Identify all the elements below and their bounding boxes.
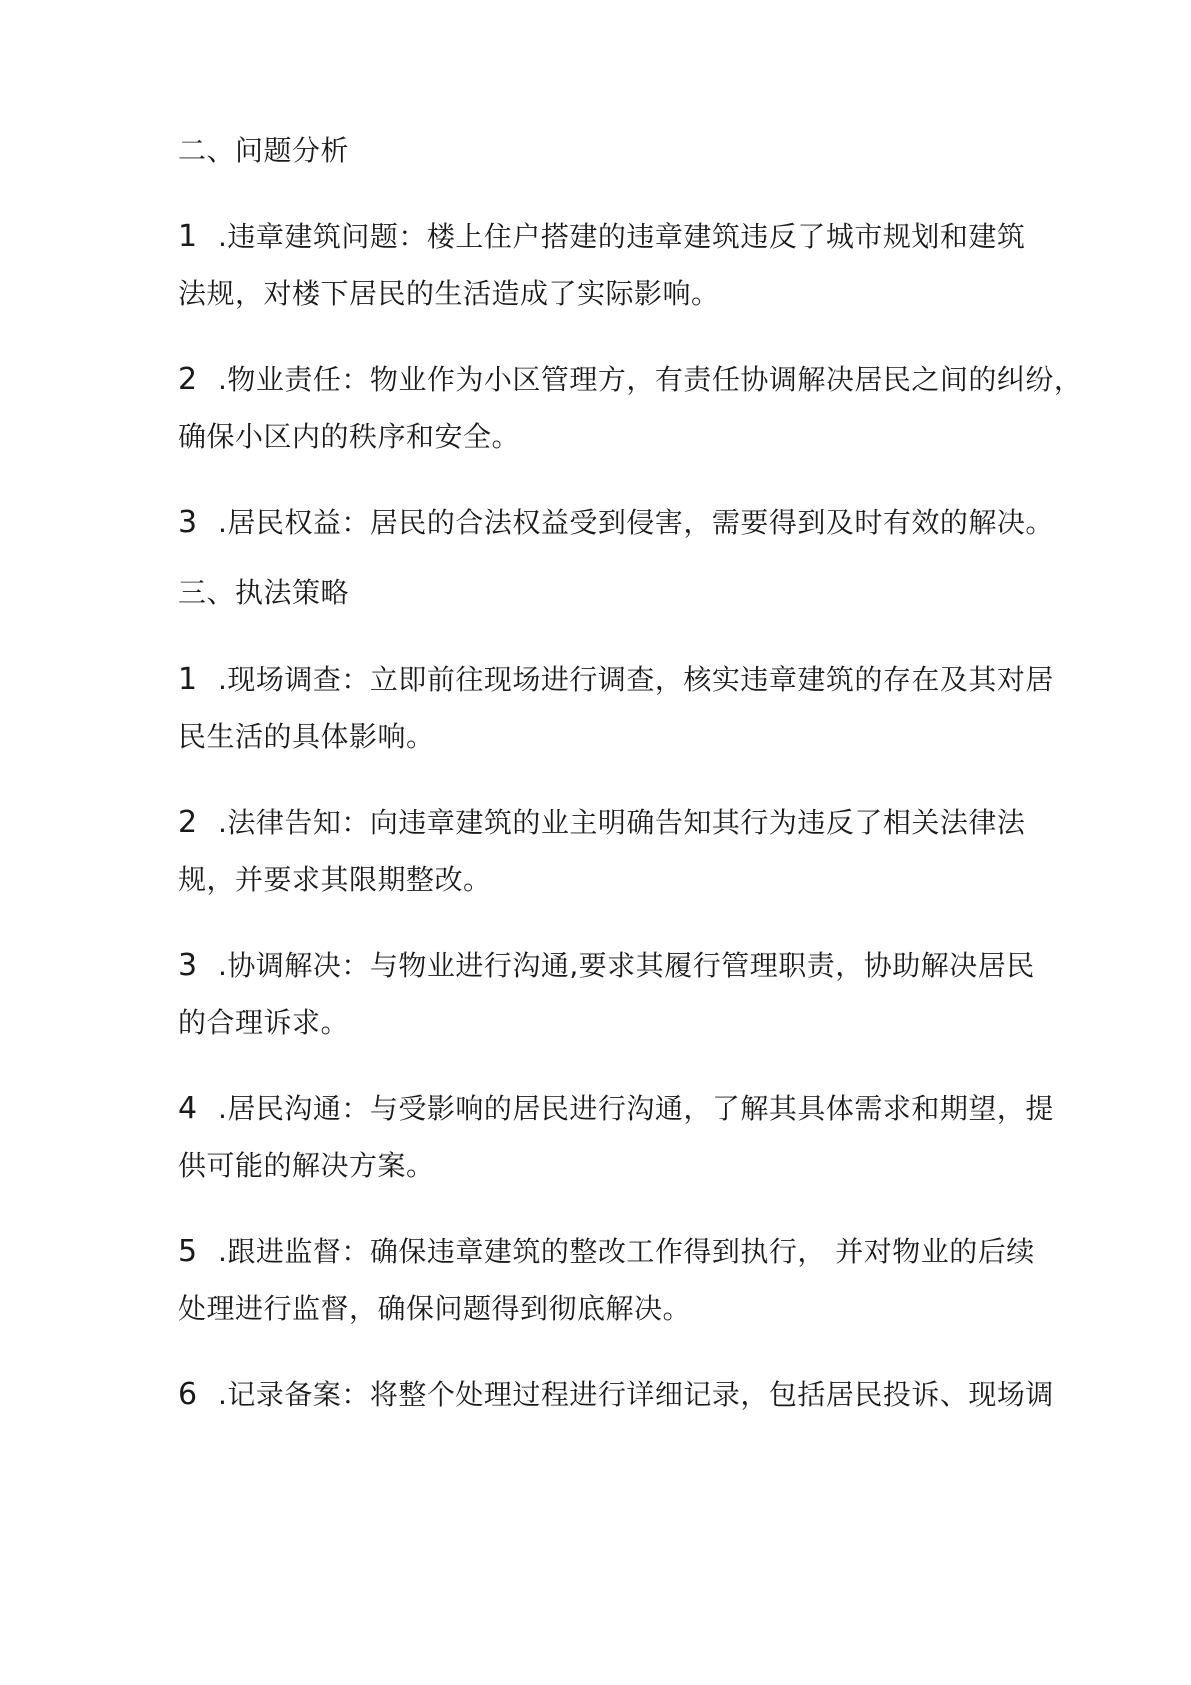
- analysis-item-1-line-2: 法规，对楼下居民的生活造成了实际影响。: [178, 277, 720, 310]
- item-text: .协调解决：与物业进行沟通,要求其履行管理职责，协助解决居民: [218, 949, 1035, 982]
- strategy-item-3-line-2: 的合理诉求。: [178, 1006, 350, 1039]
- item-text: .跟进监督：确保违章建筑的整改工作得到执行， 并对物业的后续: [218, 1235, 1035, 1268]
- item-text: .物业责任：物业作为小区管理方，有责任协调解决居民之间的纠纷，: [218, 363, 1083, 396]
- strategy-item-6-line-1: [178, 1375, 1054, 1415]
- item-text: .法律告知：向违章建筑的业主明确告知其行为违反了相关法律法: [218, 806, 1026, 839]
- analysis-item-3-line-1: [178, 503, 1054, 543]
- item-number: 5: [178, 1234, 198, 1269]
- item-number: 1: [178, 219, 198, 254]
- item-number: 2: [178, 362, 198, 397]
- item-text: .记录备案：将整个处理过程进行详细记录，包括居民投诉、现场调: [218, 1378, 1054, 1411]
- item-number: 2: [178, 805, 198, 840]
- strategy-item-1-line-1: [178, 660, 1054, 700]
- item-text: .居民权益：居民的合法权益受到侵害，需要得到及时有效的解决。: [218, 506, 1054, 539]
- analysis-item-2-line-1: [178, 360, 1082, 400]
- section-heading-strategy: 三、执法策略: [178, 576, 350, 609]
- item-text: .违章建筑问题：楼上住户搭建的违章建筑违反了城市规划和建筑: [218, 220, 1026, 253]
- strategy-item-5-line-1: [178, 1232, 1035, 1272]
- item-text: .居民沟通：与受影响的居民进行沟通，了解其具体需求和期望，提: [218, 1092, 1054, 1125]
- strategy-item-5-line-2: 处理进行监督，确保问题得到彻底解决。: [178, 1292, 692, 1325]
- analysis-item-1-line-1: [178, 217, 1025, 257]
- item-number: 3: [178, 948, 198, 983]
- strategy-item-3-line-1: [178, 946, 1035, 986]
- item-text: .现场调查：立即前往现场进行调查，核实违章建筑的存在及其对居: [218, 663, 1054, 696]
- item-number: 4: [178, 1091, 198, 1126]
- item-number: 6: [178, 1377, 198, 1412]
- item-number: 3: [178, 505, 198, 540]
- strategy-item-1-line-2: 民生活的具体影响。: [178, 720, 435, 753]
- item-number: 1: [178, 662, 198, 697]
- strategy-item-2-line-2: 规，并要求其限期整改。: [178, 863, 492, 896]
- strategy-item-4-line-2: 供可能的解决方案。: [178, 1149, 435, 1182]
- strategy-item-2-line-1: [178, 803, 1025, 843]
- strategy-item-4-line-1: [178, 1089, 1054, 1129]
- section-heading-analysis: 二、问题分析: [178, 134, 350, 167]
- analysis-item-2-line-2: 确保小区内的秩序和安全。: [178, 420, 521, 453]
